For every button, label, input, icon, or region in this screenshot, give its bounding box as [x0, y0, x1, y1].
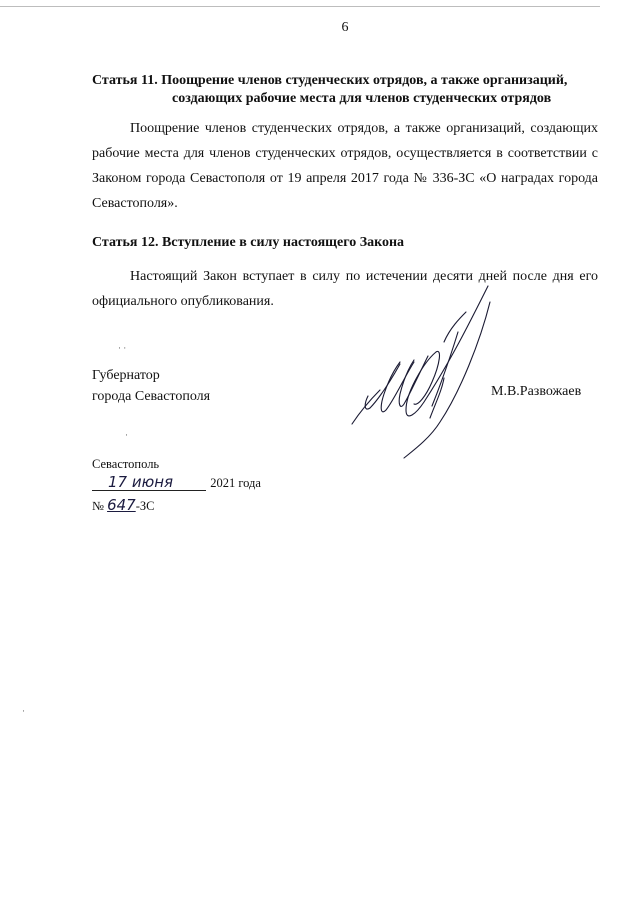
scan-speck: · ·: [118, 343, 127, 353]
signatory-title-line2: города Севастополя: [92, 389, 211, 404]
article-11-title-line1: Статья 11. Поощрение членов студенческих отрядов, а также организаций,: [92, 73, 568, 88]
top-border-line: [0, 6, 600, 7]
signing-year: 2021 года: [210, 476, 261, 490]
page-number: 6: [341, 20, 349, 35]
signatory-name: М.В.Развожаев: [491, 384, 582, 399]
signatory-title-line1: Губернатор: [92, 368, 160, 383]
article-12-body: Настоящий Закон вступает в силу по истечении десяти дней после дня его официального опубликования.: [92, 269, 598, 309]
law-number-handwritten: 647: [107, 496, 136, 514]
signing-city: Севастополь: [92, 457, 160, 471]
article-11-title-line2: создающих рабочие места для членов студенческих отрядов: [172, 91, 552, 106]
law-number-prefix: №: [92, 499, 104, 513]
law-number-suffix: -ЗС: [135, 499, 155, 513]
scan-speck: ·: [125, 430, 128, 440]
signing-date-line: [92, 473, 261, 491]
law-number-line: [92, 496, 154, 514]
signing-date-handwritten: 17 июня: [108, 473, 174, 491]
date-underline: [92, 490, 206, 491]
signatory-title: [92, 365, 210, 407]
handwritten-signature: [340, 282, 510, 462]
article-11-title: [92, 72, 598, 108]
scan-speck: ·: [22, 706, 25, 716]
article-11-body: Поощрение членов студенческих отрядов, а также организаций, создающих рабочие места для членов студенческих отрядов, осуществляется в соответствии с Законом города Севастополя от 19 апреля 2017 года № 336-ЗС «О наградах города Севастополя».: [92, 121, 598, 211]
article-12-title: Статья 12. Вступление в силу настоящего Закона: [92, 235, 405, 250]
